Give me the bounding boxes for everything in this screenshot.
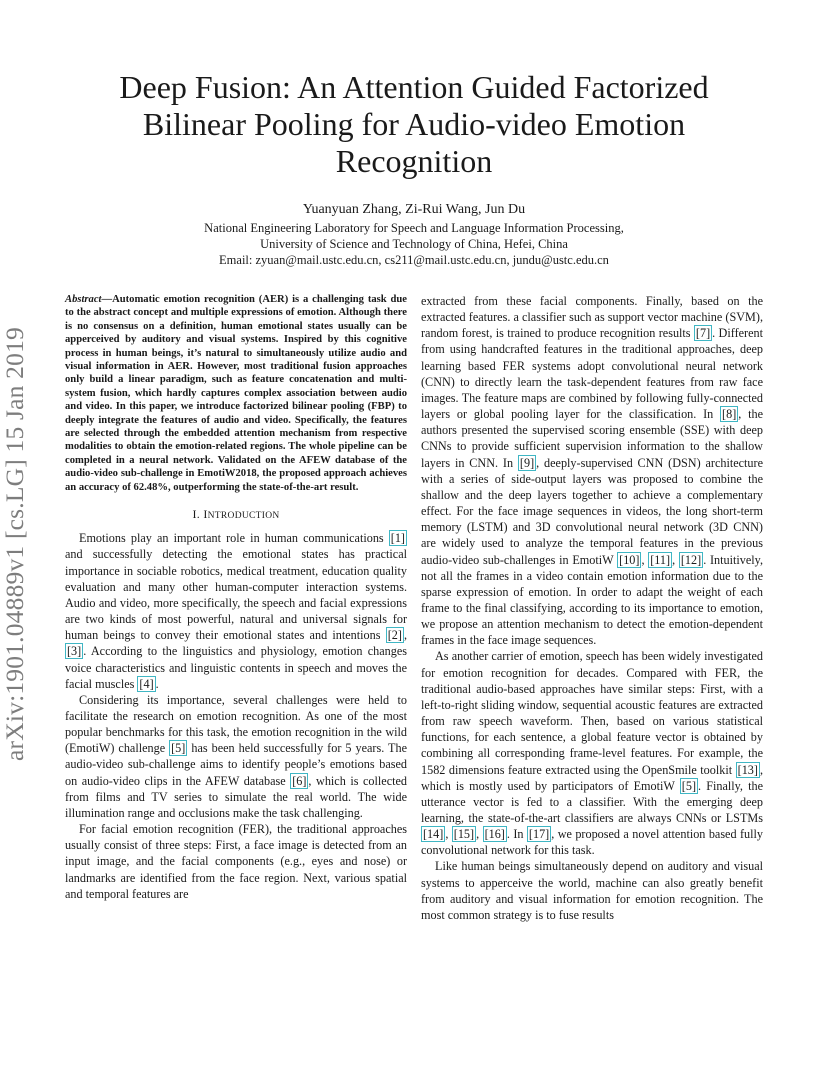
paragraph-text: , which is collected from films and TV series to simulate the real world. The wide illumination range and occlusions make the task challenging. — [65, 773, 408, 820]
paragraph-text: Like human beings simultaneously depend on auditory and visual systems to apperceive the world, machine can also greatly benefit from auditory and visual information for emotion recognition. The most common strategy is to fuse results — [421, 859, 763, 922]
affiliation-line: National Engineering Laboratory for Speech and Language Information Processing, — [204, 221, 624, 235]
abstract-label: Abstract — [65, 294, 102, 305]
citation-link[interactable]: [17] — [528, 827, 550, 842]
citation-link[interactable]: [15] — [453, 827, 475, 842]
body-paragraph — [421, 858, 763, 923]
citation-link[interactable]: [9] — [519, 455, 535, 470]
arxiv-stamp: arXiv:1901.04889v1 [cs.LG] 15 Jan 2019 — [0, 327, 29, 761]
citation-link[interactable]: [5] — [681, 778, 697, 793]
citation-link[interactable]: [13] — [737, 762, 758, 777]
paragraph-text: , deeply-supervised CNN (DSN) architecture with a series of side-output layers was proposed to combine the shallow and the deep layers together to achieve a complementary effect. For the face image sequences in videos, the long short-term memory (LSTM) and 3D convolutional neural network (3D CNN) are widely used to analyze the temporal features in the previous audio-video sub-challenges in EmotiW — [421, 455, 763, 567]
paragraph-text: . According to the linguistics and physiology, emotion changes voice characteristics and linguistic contents in speech and moves the facial muscles — [65, 644, 407, 691]
citation-link[interactable]: [2] — [387, 628, 402, 643]
section-heading: I. INTRODUCTION — [192, 507, 280, 522]
citation-link[interactable]: [5] — [171, 741, 186, 756]
paragraph-text: , — [672, 552, 679, 567]
paragraph-text: Considering its importance, several challenges were held to facilitate the research on emotion recognition. As one of the most popular benchmarks for this task, the emotion recognition in the wild (EmotiW) challenge — [65, 692, 407, 756]
abstract — [65, 293, 407, 494]
body-paragraph — [65, 821, 407, 902]
paper-title: Deep Fusion: An Attention Guided Factorized Bilinear Pooling for Audio-video Emotion Recognition — [119, 69, 709, 179]
paragraph-text: , — [445, 827, 452, 842]
paragraph-text: , the authors presented the supervised scoring ensemble (SSE) with deep CNNs to provide sufficient supervision information to the shallow layers in CNN. In — [421, 407, 763, 470]
citation-link[interactable]: [16] — [484, 827, 505, 842]
author-list: Yuanyuan Zhang, Zi-Rui Wang, Jun Du — [302, 202, 526, 217]
paragraph-text: For facial emotion recognition (FER), the traditional approaches usually consist of three steps: First, a face image is detected from an input image, and the facial components (e.g., eyes and nose) or landmarks are identified from the face region. Next, various spatial and temporal features are — [65, 822, 407, 901]
paragraph-text: and successfully detecting the emotional states has practical importance in sociable robotics, medical treatment, education quality evaluation and many other human-computer interaction systems. Audio and video, more specifically, the speech and facial expressions are two kinds of most powerful, natural and universal signals for human beings to convey their emotional states and intentions — [65, 547, 407, 643]
paragraph-text: . Intuitively, not all the frames in a video contain emotion information due to the sparse expression of emotion. In order to adapt the weight of each frame to the final classifying, according to its importance to emotion, we propose an attention mechanism to detect the emotion-dependent frames in the face image sequences. — [421, 552, 763, 648]
paragraph-text: , — [641, 552, 649, 567]
paragraph-text: . In — [506, 827, 527, 842]
citation-link[interactable]: [12] — [680, 552, 702, 567]
citation-link[interactable]: [3] — [67, 644, 82, 659]
paragraph-text: , — [476, 827, 483, 842]
citation-link[interactable]: [1] — [390, 531, 405, 546]
citation-link[interactable]: [10] — [619, 552, 640, 567]
affiliation-line: University of Science and Technology of China, Hefei, China — [260, 237, 568, 251]
paragraph-text: As another carrier of emotion, speech has been widely investigated for emotion recognition for decades. Compared with FER, the traditional audio-based approaches have similar steps: First, with a left-to-right sliding window, sequential acoustic features are extracted from raw speech waveform. Then, based on various statistical functions, for each sentence, a global feature vector is obtained by combining all corresponding frame-level features. For example, the 1582 dimensions feature extracted using the OpenSmile toolkit — [421, 649, 763, 777]
body-paragraph — [421, 648, 763, 858]
abstract-text: —Automatic emotion recognition (AER) is a challenging task due to the abstract concept and multiple expressions of emotion. Although there is no consensus on a definition, human emotional states usually can be apperceived by auditory and visual systems. Inspired by this cognitive process in human beings, it’s natural to simultaneously utilize audio and visual information in AER. However, most traditional fusion approaches only build a linear paradigm, such as feature concatenation and multi-system fusion, which hardly captures complex association between audio and video. In this paper, we introduce factorized bilinear pooling (FBP) to deeply integrate the features of audio and video. Specifically, the features are selected through the embedded attention mechanism from respective modalities to obtain the emotion-related regions. The whole pipeline can be completed in a neural network. Validated on the AFEW database of the audio-video sub-challenge in EmotiW2018, the proposed approach achieves an accuracy of 62.48%, outperforming the state-of-the-art result. — [65, 294, 407, 493]
paragraph-text: . — [155, 676, 159, 691]
right-body-text — [421, 293, 763, 923]
paragraph-text: . Different from using handcrafted features in the traditional approaches, deep learning based FER systems adopt convolutional neural network (CNN) to directly learn the task-dependent features from raw face images. The feature maps are combined by following fully-connected layers or global pooling layer for the classification. In — [421, 326, 763, 422]
left-column — [65, 293, 407, 902]
citation-link[interactable]: [6] — [292, 773, 307, 788]
body-paragraph — [65, 530, 407, 692]
citation-link[interactable]: [11] — [650, 552, 671, 567]
body-paragraph — [421, 293, 763, 648]
citation-link[interactable]: [14] — [423, 827, 444, 842]
affiliation-block — [0, 220, 828, 268]
paragraph-text: has been held successfully for 5 years. The audio-video sub-challenge aims to identify people’s emotions based on audio-video clips in the AFEW database — [65, 741, 407, 788]
paragraph-text: , — [403, 628, 407, 643]
body-paragraph — [65, 692, 407, 821]
left-body-text — [65, 530, 407, 902]
paragraph-text: Emotions play an important role in human communications — [79, 531, 389, 546]
citation-link[interactable]: [4] — [139, 676, 154, 691]
email-line: Email: zyuan@mail.ustc.edu.cn, cs211@mail.ustc.edu.cn, jundu@ustc.edu.cn — [219, 253, 609, 267]
citation-link[interactable]: [8] — [722, 407, 737, 422]
right-column — [421, 293, 763, 923]
paragraph-text: , we proposed a novel attention based fully convolutional network for this task. — [421, 827, 764, 858]
paragraph-text: . Finally, the utterance vector is fed to a classifier. With the emerging deep learning, the state-of-the-art classifiers are always CNNs or LSTMs — [421, 778, 763, 825]
paragraph-text: extracted from these facial components. Finally, based on the extracted features. a classifier such as support vector machine (SVM), random forest, is trained to produce recognition results — [421, 294, 763, 341]
paragraph-text: , which is mostly used by participators of EmotiW — [421, 762, 763, 793]
citation-link[interactable]: [7] — [695, 326, 711, 341]
